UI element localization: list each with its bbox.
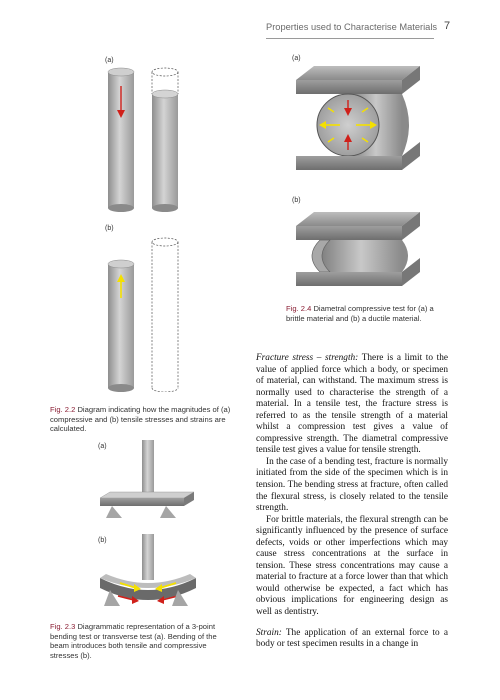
fig-2-2-caption-label: Fig. 2.2 [50,405,76,414]
fig-2-3-caption-text: Diagrammatic representation of a 3-point bending test or transverse test (a). Bending of the beam introduces both tensile and compressive stresses (b). [50,622,217,660]
fig-2-3-caption [50,622,234,660]
compression-cylinder [108,68,134,212]
fig-2-4-caption [286,304,452,323]
paragraph-strain [256,628,448,651]
fig-2-3-caption-label: Fig. 2.3 [50,622,76,631]
header-rule [266,38,434,39]
fig-2-2-label-b: (b) [105,225,114,232]
ductile-diametral-test [296,212,420,286]
fig-2-2-caption [50,405,232,434]
paragraph-fracture-stress-text: There is a limit to the value of applied force which a body, or specimen of material, can withstand. The maximum stress is normally used to characterise the strength of a material. In a tensile test, the fracture stress is referred to as the tensile strength of a material whilst a compression test gives a value of compressive strength. The diametral compressive tensile test gives a value for tensile strength. [256,353,448,456]
term-fracture-stress: Fracture stress – strength: [256,353,359,363]
fig-2-4-label-a: (a) [292,55,301,62]
bent-beam [100,534,196,606]
tension-cylinder [108,260,134,392]
fig-2-4-caption-text: Diametral compressive test for (a) a brittle material and (b) a ductile material. [286,304,434,323]
fig-2-2-label-a: (a) [105,57,114,64]
brittle-diametral-test [296,66,420,170]
three-point-bend-setup [100,440,194,518]
paragraph-brittle-materials: For brittle materials, the flexural strength can be significantly influenced by the presence of surface defects, voids or other imperfections which may cause stress concentrations at the surface in tension. These stress concentrations may cause a material to fracture at a force lower than that which would otherwise be expected, a fact which has obvious implications for engineering design as well as dentistry. [256,514,448,618]
running-header: Properties used to Characterise Materials [266,22,438,32]
term-strain: Strain: [256,627,282,638]
fig-2-4-label-b: (b) [292,197,301,204]
original-length-outline-b [152,238,178,392]
fig-2-3-label-a: (a) [98,443,107,450]
body-text-column [256,353,448,651]
original-length-outline-a [152,68,178,212]
paragraph-bending-test: In the case of a bending test, fracture is normally initiated from the side of the specimen which is in tension. The bending stress at fracture, often called the flexural stress, is closely related to the tensile strength. [256,456,448,514]
fig-2-4-caption-label: Fig. 2.4 [286,304,312,313]
fig-2-3-label-b: (b) [98,537,107,544]
paragraph-fracture-stress [256,353,448,457]
fig-2-3-diagram [96,438,206,618]
fig-2-2-diagram [100,52,200,392]
paragraph-strain-text: The application of an external force to a body or test specimen results in a change in [256,627,449,650]
fig-2-2-caption-text: Diagram indicating how the magnitudes of (a) compressive and (b) tensile stresses and strains are calculated. [50,405,231,434]
fig-2-4-diagram [290,50,440,298]
page-number: 7 [444,20,451,32]
